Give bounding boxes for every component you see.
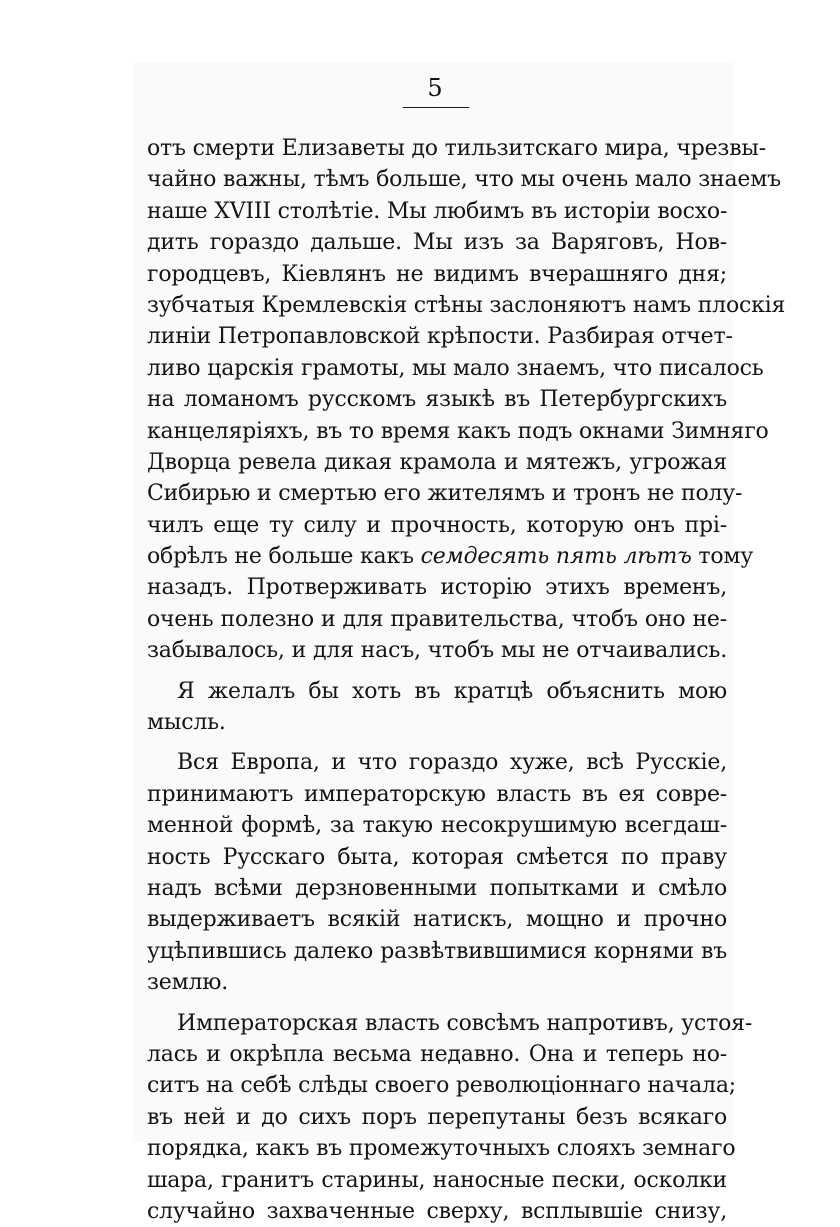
text-line: на ломаномъ русскомъ языкѣ въ Петербургскихъ (147, 387, 727, 413)
text-line: Сибирью и смертью его жителямъ и тронъ не полу- (147, 481, 743, 507)
text-line: шара, гранитъ старины, наносные пески, осколки (147, 1167, 727, 1193)
text-line: землю. (147, 970, 229, 996)
emphasized-phrase: семдесять пять лѣтъ (420, 544, 692, 570)
text-line: лась и окрѣпла весьма недавно. Она и теперь но- (147, 1041, 727, 1067)
text-line: зубчатыя Кремлевскія стѣны заслоняютъ намъ плоскія (147, 292, 786, 318)
text-line: отъ смерти Елизаветы до тильзитскаго мира, чрезвы- (147, 136, 766, 161)
text-line: уцѣпившись далеко развѣтвившимися корнями въ (147, 938, 727, 964)
text-line: очень полезно и для правительства, чтобъ оно не- (147, 606, 727, 632)
paragraph (147, 676, 727, 739)
page-number-rule (403, 107, 469, 108)
text-line: Вся Европа, и что гораздо хуже, всѣ Русскіе, (177, 750, 727, 776)
text-line: Я желалъ бы хоть въ кратцѣ объяснить мою (177, 678, 727, 704)
text-line: городцевъ, Кіевлянъ не видимъ вчерашняго дня; (147, 261, 727, 287)
text-line: въ ней и до сихъ поръ перепутаны безъ всякаго (147, 1104, 727, 1130)
text-run: тому (698, 544, 754, 570)
text-line: Дворца ревела дикая крамола и мятежъ, угрожая (147, 449, 727, 475)
paragraph (147, 747, 727, 998)
text-line: назадъ. Протверживать исторію этихъ временъ, (147, 575, 727, 601)
text-line: ливо царскія грамоты, мы мало знаемъ, что писалось (147, 355, 764, 381)
text-line: принимаютъ императорскую власть въ ея совре- (147, 781, 727, 807)
text-line: наше XVIII столѣтіе. Мы любимъ въ исторіи восхо- (147, 198, 728, 224)
text-line: надъ всѣми дерзновенными попытками и смѣло (147, 875, 727, 901)
text-line: менной формѣ, за такую несокрушимую всегдаш- (147, 813, 727, 839)
text-line: выдерживаетъ всякій натискъ, мощно и прочно (147, 907, 727, 933)
text-line: чилъ еще ту силу и прочность, которую онъ прі- (147, 512, 727, 538)
text-line: дить гораздо дальше. Мы изъ за Варяговъ, Нов- (147, 230, 727, 256)
text-line: чайно важны, тѣмъ больше, что мы очень мало знаемъ (147, 167, 781, 193)
text-line: ситъ на себѣ слѣды своего революціоннаго начала; (147, 1073, 736, 1099)
text-line: линіи Петропавловской крѣпости. Разбирая отчет- (147, 324, 733, 350)
text-line: Императорская власть совсѣмъ напротивъ, устоя- (177, 1010, 753, 1036)
page-number: 5 (427, 74, 443, 102)
text-line-with-emphasis (147, 541, 754, 572)
paragraph (147, 1008, 753, 1227)
text-line: порядка, какъ въ промежуточныхъ слояхъ земнаго (147, 1136, 736, 1162)
text-line: канцеляріяхъ, въ то время какъ подъ окнами Зимняго (147, 418, 769, 444)
text-line: случайно захваченные сверху, всплывшіе снизу, (147, 1198, 727, 1224)
text-run: обрѣлъ не больше какъ (147, 544, 414, 570)
text-line: забывалось, и для насъ, чтобъ мы не отчаивались. (147, 638, 727, 664)
paragraph (147, 133, 786, 667)
text-line: мысль. (147, 710, 226, 736)
body-text (147, 133, 786, 1227)
text-line: ность Русскаго быта, которая смѣется по праву (147, 844, 727, 870)
